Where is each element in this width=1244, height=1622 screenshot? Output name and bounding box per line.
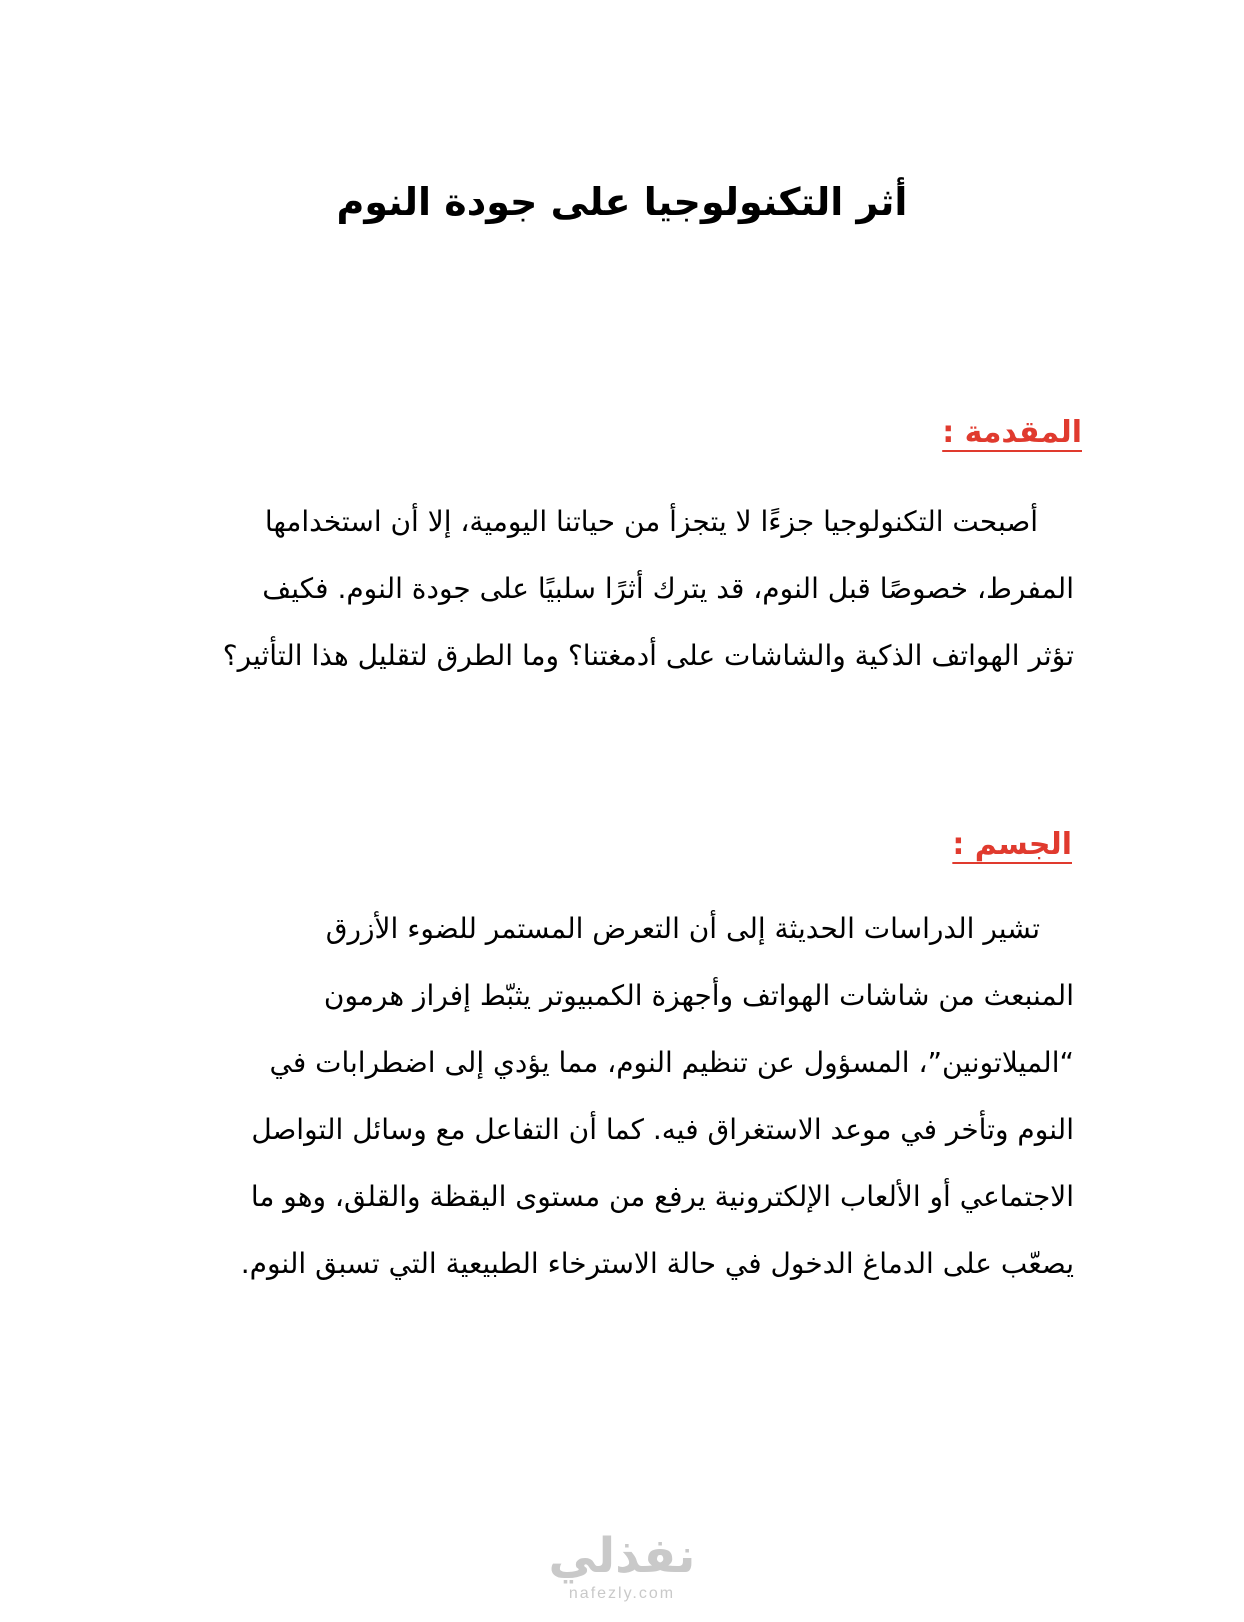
intro-line-3: تؤثر الهواتف الذكية والشاشات على أدمغتنا؟ وما الطرق لتقليل هذا التأثير؟ — [222, 639, 1074, 672]
body-line-3: “الميلاتونين”، المسؤول عن تنظيم النوم، مما يؤدي إلى اضطرابات في — [269, 1046, 1074, 1079]
intro-line-2: المفرط، خصوصًا قبل النوم، قد يترك أثرًا سلبيًا على جودة النوم. فكيف — [262, 572, 1074, 605]
body-heading: الجسم : — [952, 827, 1072, 862]
body-line-6: يصعّب على الدماغ الدخول في حالة الاسترخاء الطبيعية التي تسبق النوم. — [240, 1247, 1074, 1280]
body-line-5: الاجتماعي أو الألعاب الإلكترونية يرفع من مستوى اليقظة والقلق، وهو ما — [250, 1180, 1074, 1213]
watermark-logo: نفذلي — [548, 1528, 696, 1584]
watermark-url: nafezly.com — [568, 1585, 676, 1602]
intro-heading: المقدمة : — [942, 415, 1082, 450]
body-line-2: المنبعث من شاشات الهواتف وأجهزة الكمبيوتر يثبّط إفراز هرمون — [323, 979, 1074, 1012]
document-title: أثر التكنولوجيا على جودة النوم — [336, 180, 908, 224]
body-line-4: النوم وتأخر في موعد الاستغراق فيه. كما أن التفاعل مع وسائل التواصل — [251, 1113, 1074, 1146]
watermark — [0, 1528, 1244, 1604]
body-line-1: تشير الدراسات الحديثة إلى أن التعرض المستمر للضوء الأزرق — [325, 912, 1040, 945]
body-paragraph — [194, 895, 1074, 1297]
intro-line-1: أصبحت التكنولوجيا جزءًا لا يتجزأ من حياتنا اليومية، إلا أن استخدامها — [264, 505, 1038, 538]
intro-paragraph — [114, 488, 1074, 689]
